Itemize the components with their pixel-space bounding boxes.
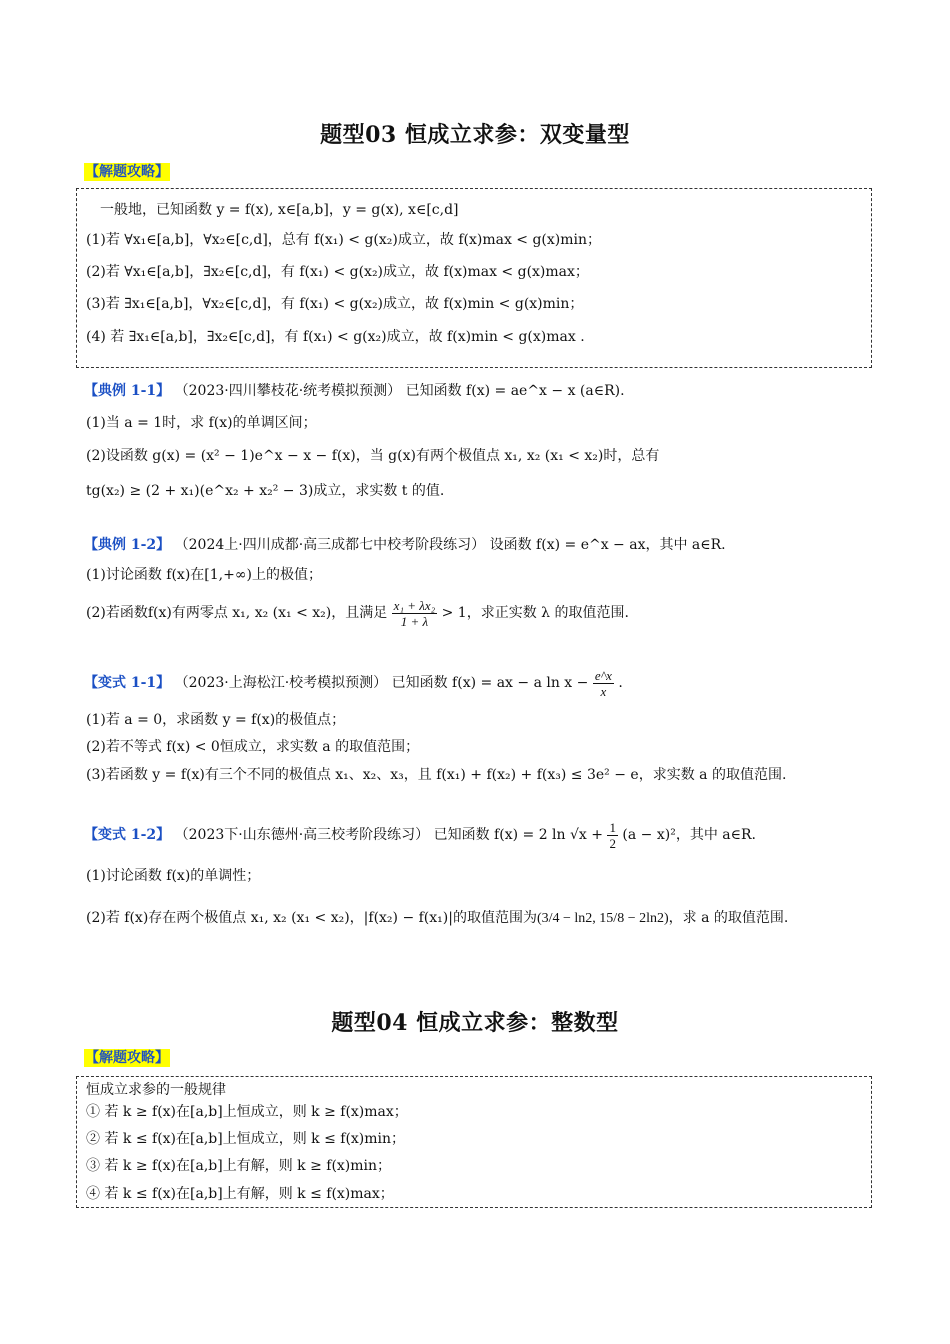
example-1-2-q1: (1)讨论函数 f(x)在[1,+∞)上的极值； xyxy=(86,567,322,583)
variant-1-2-label: 【变式 1-2】 xyxy=(84,827,171,843)
variant-1-2-q2-range: (3/4 − ln2, 15/8 − 2ln2) xyxy=(536,911,669,926)
example-1-1-stem: 已知函数 f(x) = ae^x − x (a∈R). xyxy=(405,383,625,399)
variant-1-2-stem-prefix: 已知函数 f(x) = 2 ln √x + xyxy=(433,827,603,843)
example-1-2-q2 xyxy=(86,596,629,630)
example-1-2-stem: 设函数 f(x) = e^x − ax，其中 a∈R. xyxy=(489,537,726,553)
example-1-2-q2-suffix: > 1，求正实数 λ 的取值范围. xyxy=(441,605,629,621)
variant-1-2-q2-suffix: ，求 a 的取值范围. xyxy=(668,910,789,926)
variant-1-1-fraction-denominator: x xyxy=(600,683,607,699)
variant-1-2-q1: (1)讨论函数 f(x)的单调性； xyxy=(86,868,261,884)
variant-1-2-fraction-denominator: 2 xyxy=(609,835,616,851)
example-1-2-fraction-denominator: 1 + λ xyxy=(400,613,429,629)
example-1-2-source: （2024上·四川成都·高三成都七中校考阶段练习） xyxy=(174,537,486,553)
variant-1-2-stem-suffix: (a − x)²，其中 a∈R. xyxy=(622,827,756,843)
example-1-1-q1: (1)当 a = 1时，求 f(x)的单调区间； xyxy=(86,415,317,431)
variant-1-1-source: （2023·上海松江·校考模拟预测） xyxy=(174,675,388,691)
example-1-1-label: 【典例 1-1】 xyxy=(84,383,171,399)
section3-rule-3: (3)若 ∃x₁∈[a,b]，∀x₂∈[c,d]，有 f(x₁) < g(x₂)成立，故 f(x)min < g(x)min； xyxy=(86,296,584,312)
variant-1-2-q2 xyxy=(86,908,788,929)
section4-rule-2: ② 若 k ≤ f(x)在[a,b]上恒成立，则 k ≤ f(x)min； xyxy=(86,1131,406,1147)
variant-1-2-header xyxy=(84,818,756,852)
section4-intro: 恒成立求参的一般规律 xyxy=(86,1082,226,1098)
example-1-2-label: 【典例 1-2】 xyxy=(84,537,171,553)
section3-intro: 一般地，已知函数 y = f(x), x∈[a,b]，y = g(x), x∈[c,d] xyxy=(100,202,459,218)
example-1-1-q2a: (2)设函数 g(x) = (x² − 1)e^x − x − f(x)，当 g(x)有两个极值点 x₁, x₂ (x₁ < x₂)时，总有 xyxy=(86,448,660,464)
section4-title: 题型04 恒成立求参：整数型 xyxy=(331,1010,619,1036)
variant-1-1-stem-suffix: . xyxy=(618,675,623,691)
example-1-2-fraction xyxy=(392,598,437,629)
section3-strategy-tag: 【解题攻略】 xyxy=(85,164,169,180)
variant-1-2-q2-prefix: (2)若 f(x)存在两个极值点 x₁, x₂ (x₁ < x₂)，|f(x₂) − f(x₁)|的取值范围为 xyxy=(86,910,537,926)
example-1-2-q2-prefix: (2)若函数f(x)有两零点 x₁, x₂ (x₁ < x₂)，且满足 xyxy=(86,605,388,621)
variant-1-1-q2: (2)若不等式 f(x) < 0恒成立，求实数 a 的取值范围； xyxy=(86,739,420,755)
section3-rule-1: (1)若 ∀x₁∈[a,b]，∀x₂∈[c,d]，总有 f(x₁) < g(x₂)成立，故 f(x)max < g(x)min； xyxy=(86,232,602,248)
variant-1-1-q1: (1)若 a = 0，求函数 y = f(x)的极值点； xyxy=(86,712,346,728)
variant-1-1-q3: (3)若函数 y = f(x)有三个不同的极值点 x₁、x₂、x₃，且 f(x₁) + f(x₂) + f(x₃) ≤ 3e² − e，求实数 a 的取值范围. xyxy=(86,767,787,783)
section3-rule-2: (2)若 ∀x₁∈[a,b]，∃x₂∈[c,d]，有 f(x₁) < g(x₂)成立，故 f(x)max < g(x)max； xyxy=(86,264,589,280)
section4-rule-1: ① 若 k ≥ f(x)在[a,b]上恒成立，则 k ≥ f(x)max； xyxy=(86,1104,408,1120)
section3-title: 题型03 恒成立求参：双变量型 xyxy=(320,122,630,148)
variant-1-1-fraction-numerator: e^x xyxy=(594,667,612,683)
section4-rule-3: ③ 若 k ≥ f(x)在[a,b]上有解，则 k ≥ f(x)min； xyxy=(86,1158,392,1174)
example-1-1-source: （2023·四川攀枝花·统考模拟预测） xyxy=(174,383,402,399)
variant-1-1-header xyxy=(84,666,623,700)
variant-1-1-fraction xyxy=(593,668,614,699)
example-1-2-fraction-numerator: x₁ + λx₂ xyxy=(393,597,436,613)
variant-1-2-fraction xyxy=(607,820,618,851)
section4-rule-4: ④ 若 k ≤ f(x)在[a,b]上有解，则 k ≤ f(x)max； xyxy=(86,1186,394,1202)
variant-1-2-source: （2023下·山东德州·高三校考阶段练习） xyxy=(174,827,430,843)
variant-1-1-stem-prefix: 已知函数 f(x) = ax − a ln x − xyxy=(391,675,589,691)
section4-strategy-tag: 【解题攻略】 xyxy=(85,1050,169,1066)
variant-1-1-label: 【变式 1-1】 xyxy=(84,675,171,691)
example-1-1-q2b: tg(x₂) ≥ (2 + x₁)(e^x₂ + x₂² − 3)成立，求实数 t 的值. xyxy=(86,483,445,499)
variant-1-2-fraction-numerator: 1 xyxy=(609,819,616,835)
example-1-1-header xyxy=(84,381,625,401)
section3-rule-4: (4) 若 ∃x₁∈[a,b]，∃x₂∈[c,d]，有 f(x₁) < g(x₂)成立，故 f(x)min < g(x)max . xyxy=(86,329,585,345)
example-1-2-header xyxy=(84,535,726,555)
